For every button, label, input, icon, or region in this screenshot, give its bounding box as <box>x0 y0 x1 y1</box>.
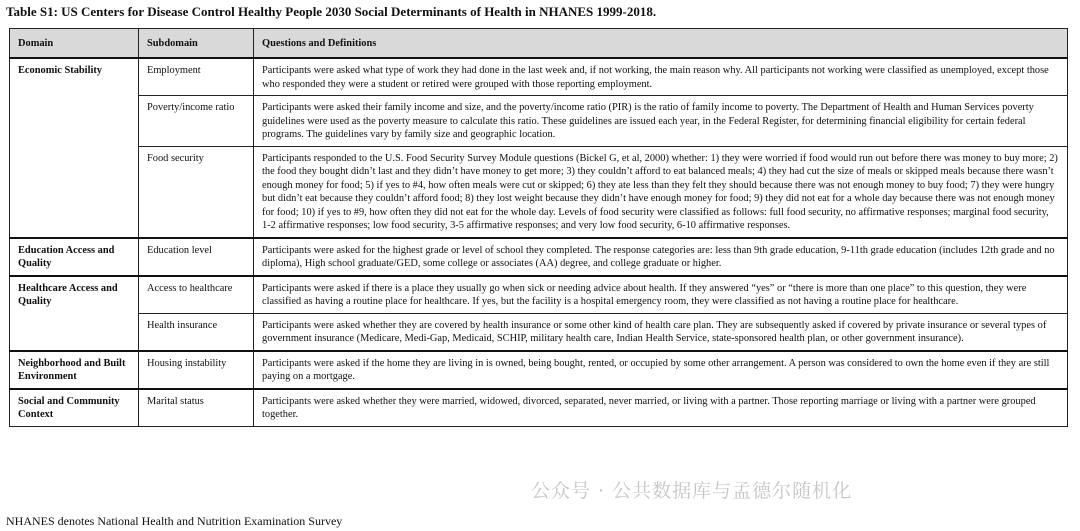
domain-cell: Social and Community Context <box>10 389 139 427</box>
table-row <box>10 96 1068 147</box>
definition-cell: Participants were asked if there is a place they usually go when sick or needing advice about health. If they answered “yes” or “there is more than one place” to this question, they were classified as having a routine place for healthcare. If yes, but the facility is a hospital emergency room, they were classified as not having a routine place for healthcare. <box>254 276 1068 314</box>
table-row <box>10 351 1068 389</box>
subdomain-cell: Marital status <box>139 389 254 427</box>
watermark: 公众号 · 公共数据库与孟德尔随机化 <box>531 480 853 502</box>
table-row <box>10 58 1068 96</box>
subdomain-cell: Health insurance <box>139 313 254 351</box>
header-questions: Questions and Definitions <box>254 29 1068 59</box>
header-subdomain: Subdomain <box>139 29 254 59</box>
header-domain: Domain <box>10 29 139 59</box>
subdomain-cell: Food security <box>139 146 254 238</box>
subdomain-cell: Education level <box>139 238 254 276</box>
definition-cell: Participants were asked whether they were married, widowed, divorced, separated, never married, or living with a partner. Those reporting marriage or living with a partner were grouped together. <box>254 389 1068 427</box>
definition-cell: Participants were asked what type of work they had done in the last week and, if not working, the main reason why. All participants not working were classified as unemployed, except those who responded they were a student or retired were grouped with those reporting employment. <box>254 58 1068 96</box>
table-row <box>10 238 1068 276</box>
table-row <box>10 313 1068 351</box>
domain-cell: Neighborhood and Built Environment <box>10 351 139 389</box>
subdomain-cell: Housing instability <box>139 351 254 389</box>
subdomain-cell: Access to healthcare <box>139 276 254 314</box>
sdoh-table <box>9 28 1068 427</box>
footnote: NHANES denotes National Health and Nutrition Examination Survey <box>6 514 343 528</box>
domain-cell: Education Access and Quality <box>10 238 139 276</box>
definition-cell: Participants were asked for the highest grade or level of school they completed. The response categories are: less than 9th grade education, 9-11th grade education (includes 12th grade and no diploma), High school graduate/GED, some college or associates (AA) degree, and college graduate or higher. <box>254 238 1068 276</box>
definition-cell: Participants were asked if the home they are living in is owned, being bought, rented, or occupied by some other arrangement. A person was considered to own the home even if they are still paying on a mortgage. <box>254 351 1068 389</box>
domain-cell: Healthcare Access and Quality <box>10 276 139 351</box>
table-row <box>10 389 1068 427</box>
subdomain-cell: Employment <box>139 58 254 96</box>
table-row <box>10 276 1068 314</box>
table-row <box>10 146 1068 238</box>
table-title: Table S1: US Centers for Disease Control Healthy People 2030 Social Determinants of Health in NHANES 1999-2018. <box>6 4 657 19</box>
definition-cell: Participants were asked their family income and size, and the poverty/income ratio (PIR) is the ratio of family income to poverty. The Department of Health and Human Services poverty guidelines were used as the poverty measure to calculate this ratio. These guidelines are issued each year, in the Federal Register, for determining financial eligibility for certain federal programs. The guidelines vary by family size and geographic location. <box>254 96 1068 147</box>
domain-cell: Economic Stability <box>10 58 139 238</box>
subdomain-cell: Poverty/income ratio <box>139 96 254 147</box>
table-header-row <box>10 29 1068 59</box>
definition-cell: Participants were asked whether they are covered by health insurance or some other kind of health care plan. They are subsequently asked if covered by private insurance or several types of government insurance (Medicare, Medi-Gap, Medicaid, SCHIP, military health care, Indian Health Service, state-sponsored health plan, or other government insurance). <box>254 313 1068 351</box>
definition-cell: Participants responded to the U.S. Food Security Survey Module questions (Bickel G, et al, 2000) whether: 1) they were worried if food would run out before there was money to buy more; 2) the food they bought didn’t last and they didn’t have money to get more; 3) they couldn’t afford to eat balanced meals; 4) they had cut the size of meals or skipped meals because there wasn’t enough money for food; 5) if yes to #4, how often meals were cut or skipped; 6) they ate less than they felt they should because there was not enough money to buy food; 7) they were hungry but didn’t eat because they couldn’t afford food; 8) they lost weight because they didn’t have enough money for food; 9) they did not eat for a whole day because there was not enough money for food; 10) if yes to #9, how often they did not eat for the whole day. Levels of food security were classified as follows: full food security, no affirmative responses; marginal food security, 1-2 affirmative responses; low food security, 3-5 affirmative responses; and very low food security, 6-10 affirmative responses. <box>254 146 1068 238</box>
